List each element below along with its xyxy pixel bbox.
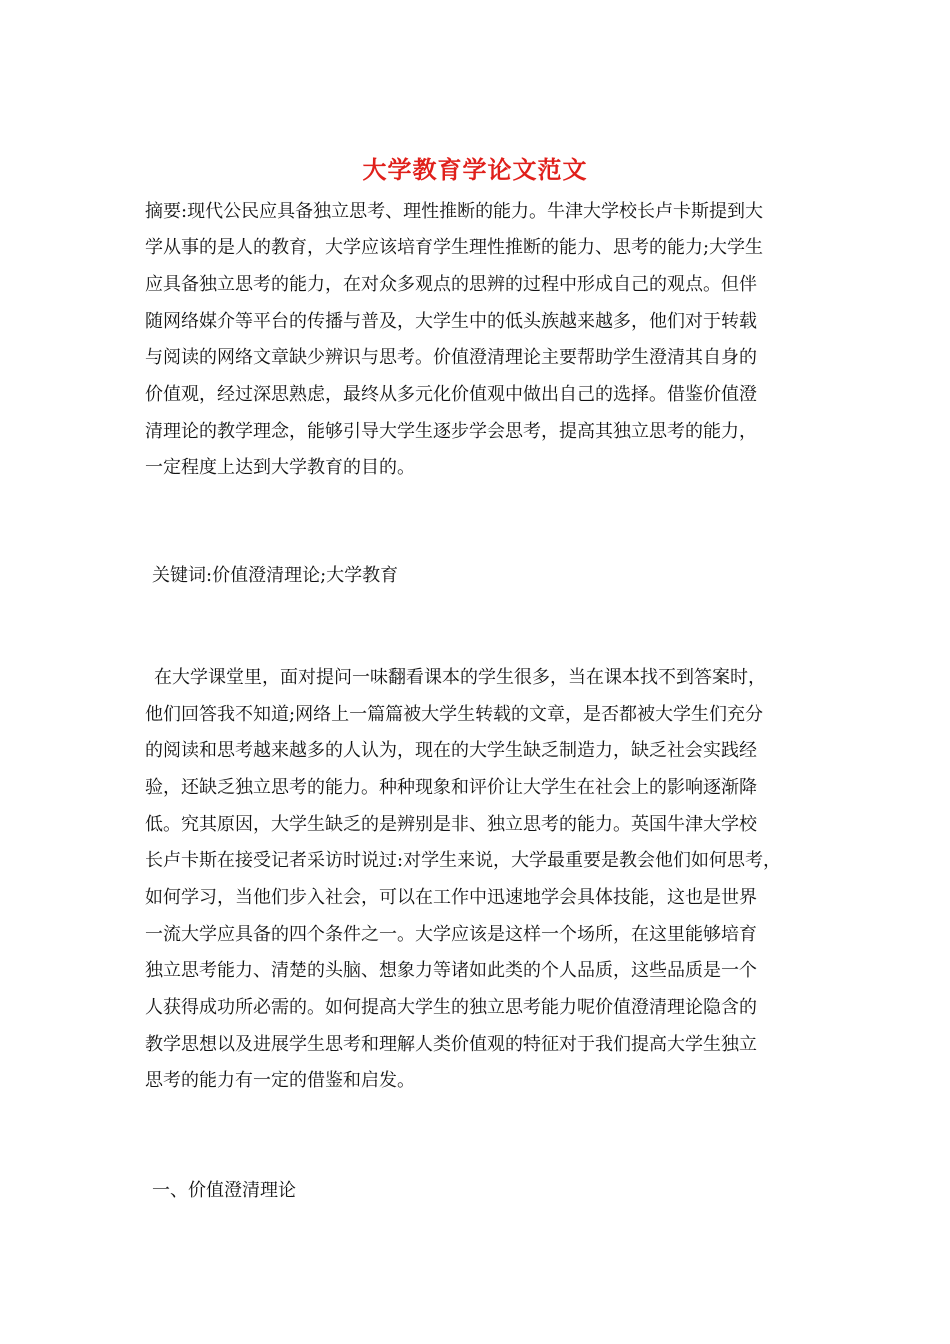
body-line: 低。究其原因，大学生缺乏的是辨别是非、独立思考的能力。英国牛津大学校 xyxy=(145,814,757,835)
body-line: 在大学课堂里，面对提问一味翻看课本的学生很多，当在课本找不到答案时， xyxy=(154,667,766,688)
body-line: 他们回答我不知道;网络上一篇篇被大学生转载的文章，是否都被大学生们充分 xyxy=(145,704,764,725)
abstract-line: 清理论的教学理念，能够引导大学生逐步学会思考，提高其独立思考的能力， xyxy=(145,421,757,442)
abstract-line: 一定程度上达到大学教育的目的。 xyxy=(145,457,415,478)
section-heading: 一、价值澄清理论 xyxy=(152,1180,296,1201)
body-line: 教学思想以及进展学生思考和理解人类价值观的特征对于我们提高大学生独立 xyxy=(145,1034,757,1055)
keywords-line: 关键词:价值澄清理论;大学教育 xyxy=(152,565,399,586)
abstract-line: 价值观，经过深思熟虑，最终从多元化价值观中做出自己的选择。借鉴价值澄 xyxy=(145,384,757,405)
body-line: 一流大学应具备的四个条件之一。大学应该是这样一个场所，在这里能够培育 xyxy=(145,924,757,945)
abstract-line: 与阅读的网络文章缺少辨识与思考。价值澄清理论主要帮助学生澄清其自身的 xyxy=(145,347,757,368)
abstract-line: 随网络媒介等平台的传播与普及，大学生中的低头族越来越多，他们对于转载 xyxy=(145,311,757,332)
abstract-line: 摘要:现代公民应具备独立思考、理性推断的能力。牛津大学校长卢卡斯提到大 xyxy=(145,201,764,222)
abstract-line: 应具备独立思考的能力，在对众多观点的思辨的过程中形成自己的观点。但伴 xyxy=(145,274,757,295)
body-line: 的阅读和思考越来越多的人认为，现在的大学生缺乏制造力，缺乏社会实践经 xyxy=(145,740,757,761)
body-line: 思考的能力有一定的借鉴和启发。 xyxy=(145,1070,415,1091)
body-line: 独立思考能力、清楚的头脑、想象力等诸如此类的个人品质，这些品质是一个 xyxy=(145,960,757,981)
body-line: 长卢卡斯在接受记者采访时说过:对学生来说，大学最重要是教会他们如何思考， xyxy=(145,850,782,871)
body-line: 人获得成功所必需的。如何提高大学生的独立思考能力呢价值澄清理论隐含的 xyxy=(145,997,757,1018)
document-title: 大学教育学论文范文 xyxy=(362,155,588,184)
body-line: 验，还缺乏独立思考的能力。种种现象和评价让大学生在社会上的影响逐渐降 xyxy=(145,777,757,798)
abstract-line: 学从事的是人的教育，大学应该培育学生理性推断的能力、思考的能力;大学生 xyxy=(145,237,764,258)
body-line: 如何学习，当他们步入社会，可以在工作中迅速地学会具体技能，这也是世界 xyxy=(145,887,757,908)
